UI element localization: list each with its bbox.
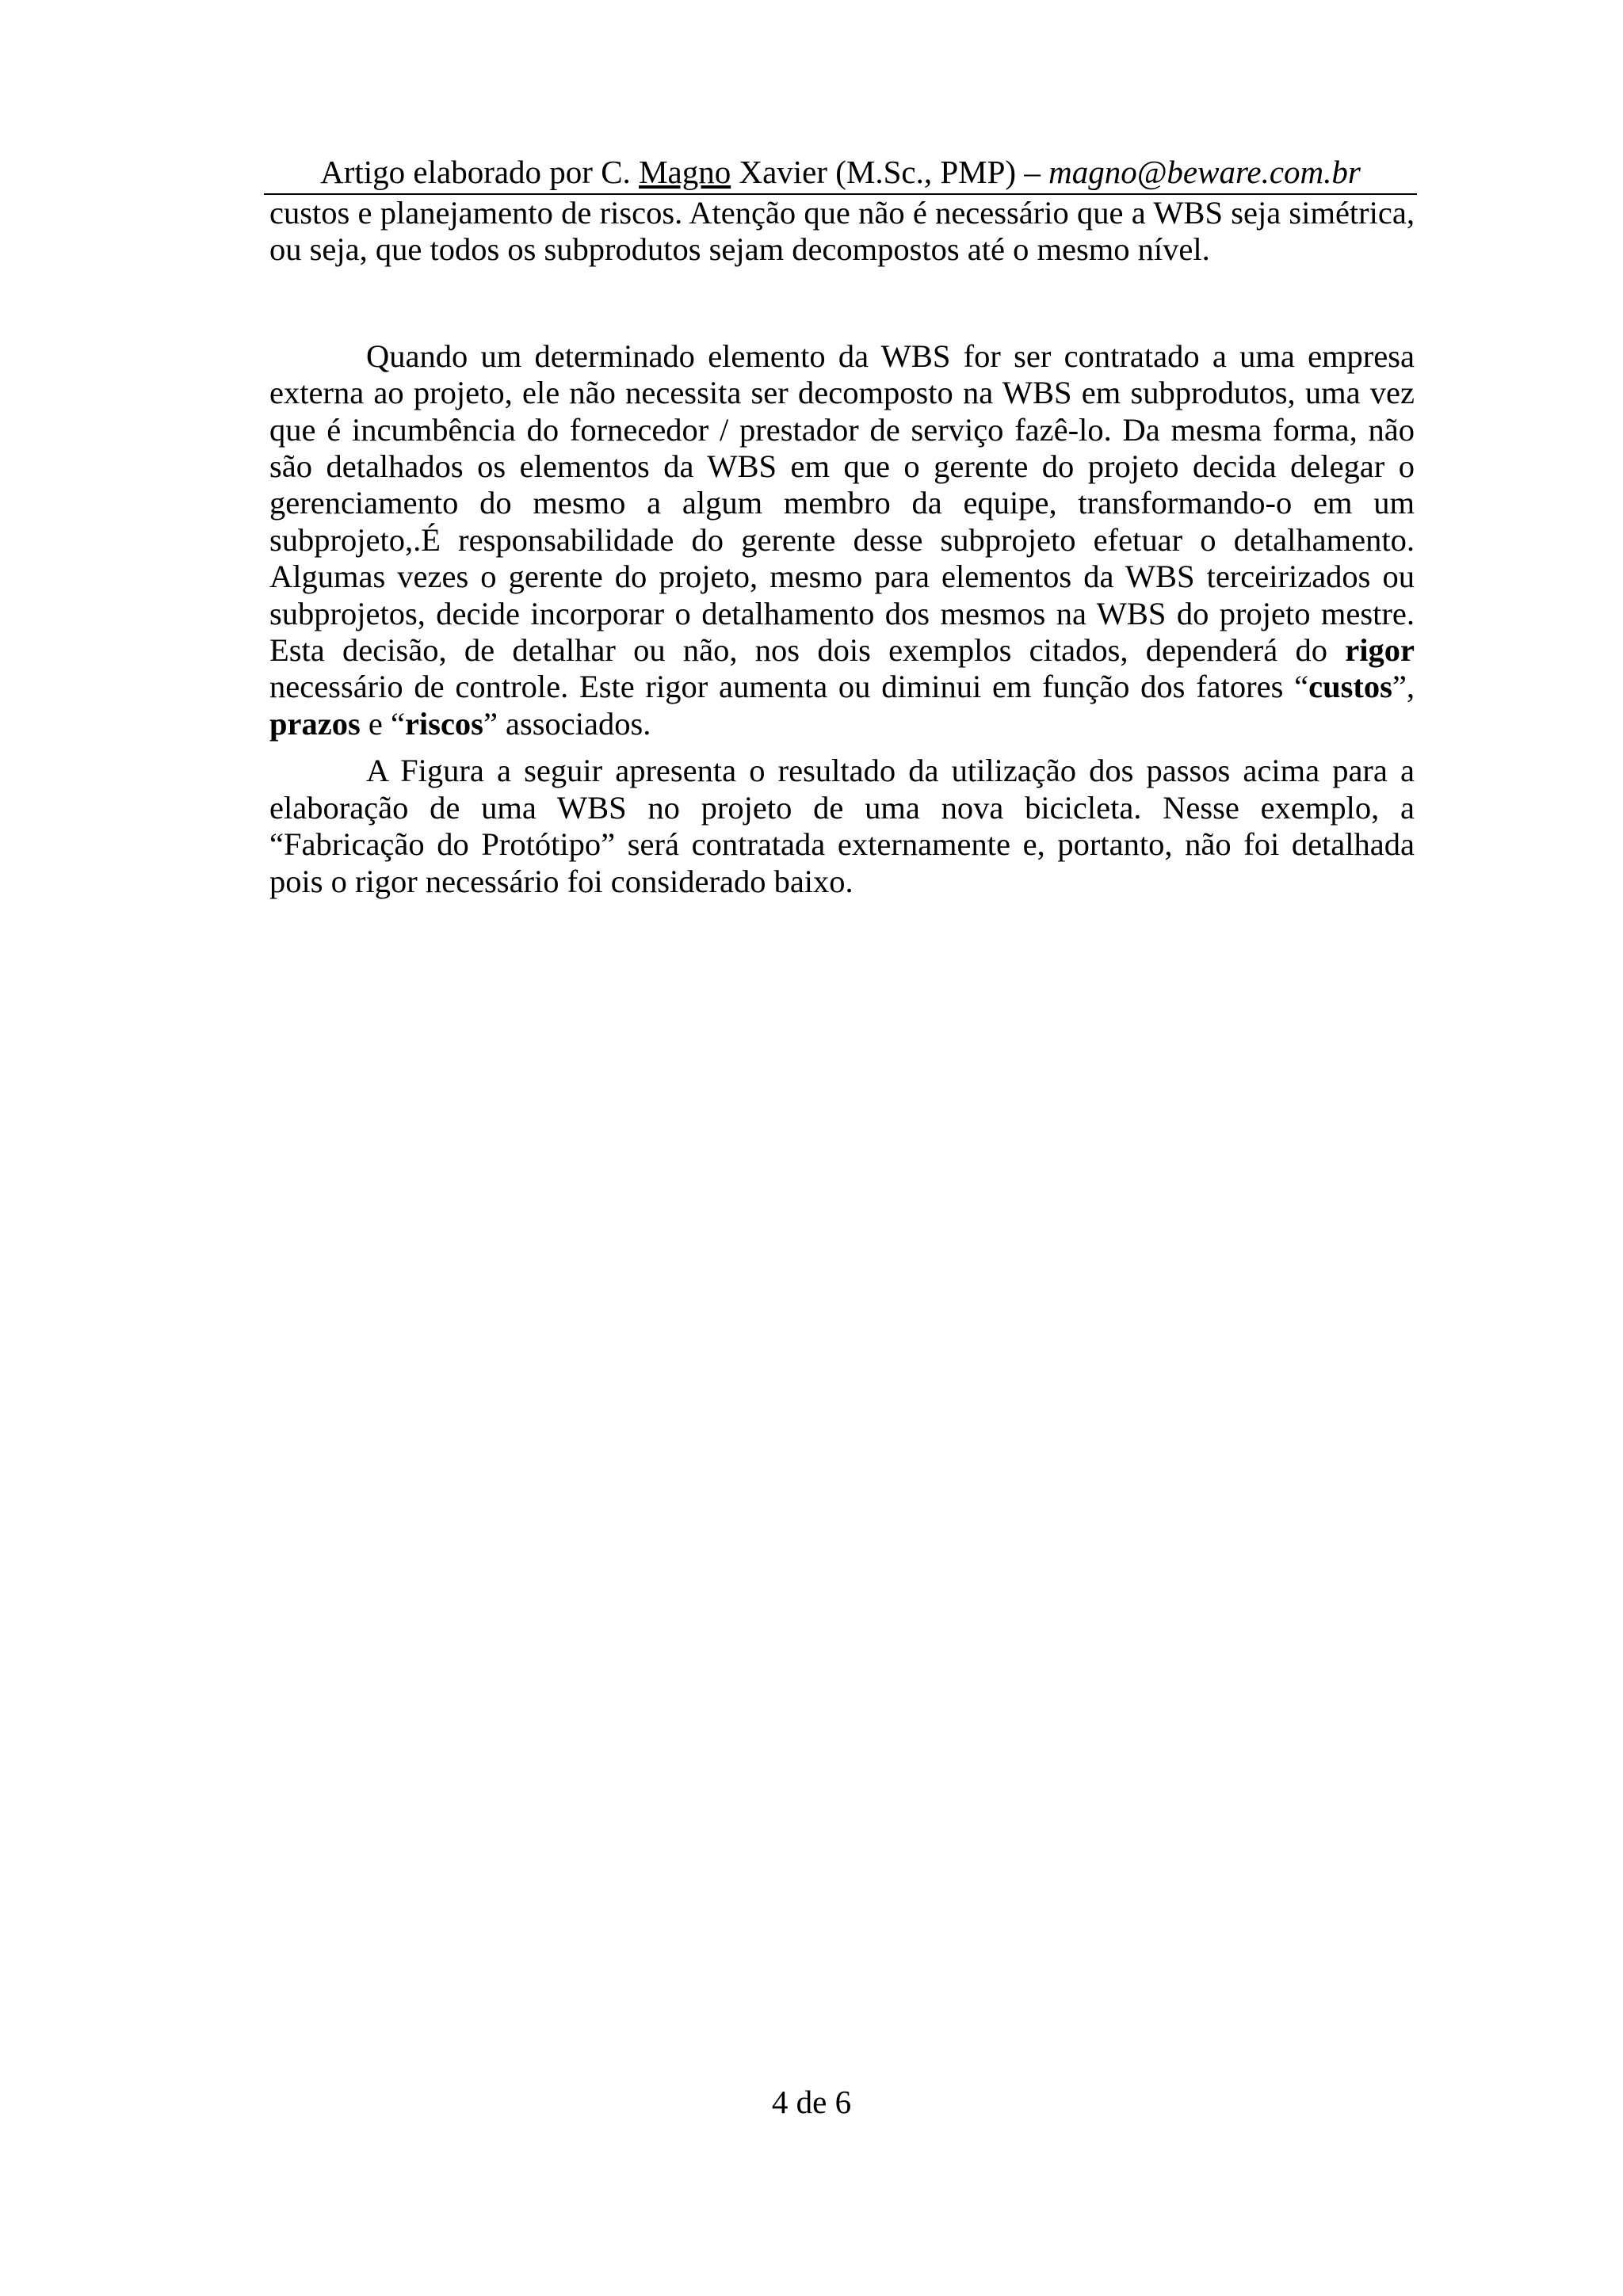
document-body xyxy=(269,195,1415,900)
header-email: magno@beware.com.br xyxy=(1048,154,1361,190)
header-author-underlined: Magno xyxy=(639,154,731,190)
header-author-suffix: Xavier (M.Sc., PMP) – xyxy=(731,154,1049,190)
paragraph-3: A Figura a seguir apresenta o resultado da utilização dos passos acima para a elaboração de uma WBS no projeto de uma nova bicicleta. Nesse exemplo, a “Fabricação do Protótipo” será contratada externamente e, portanto, não foi detalhada pois o rigor necessário foi considerado baixo. xyxy=(269,753,1415,899)
paragraph-2-text-c: ”, xyxy=(1392,669,1415,705)
paragraph-1: custos e planejamento de riscos. Atenção que não é necessário que a WBS seja simétrica, ou seja, que todos os subprodutos sejam decompostos até o mesmo nível. xyxy=(269,195,1415,268)
header-author-prefix: Artigo elaborado por C. xyxy=(320,154,640,190)
paragraph-2-text-b: necessário de controle. Este rigor aumenta ou diminui em função dos fatores “ xyxy=(269,669,1309,705)
paragraph-2-text-d: e “ xyxy=(360,705,405,742)
bold-riscos: riscos xyxy=(404,705,483,742)
bold-prazos: prazos xyxy=(269,705,361,742)
page-number: 4 de 6 xyxy=(771,2084,852,2120)
bold-custos: custos xyxy=(1308,669,1392,705)
paragraph-2 xyxy=(269,338,1415,742)
page-header xyxy=(264,152,1417,192)
paragraph-2-text-e: ” associados. xyxy=(483,705,651,742)
paragraph-2-text-a: Quando um determinado elemento da WBS for ser contratado a uma empresa externa ao projeto, ele não necessita ser decomposto na WBS em subprodutos, uma vez que é incumbência do fornecedor / prestador de serviço fazê-lo. Da mesma forma, não são detalhados os elementos da WBS em que o gerente do projeto decida delegar o gerenciamento do mesmo a algum membro da equipe, transformando-o em um subprojeto,.É responsabilidade do gerente desse subprojeto efetuar o detalhamento. Algumas vezes o gerente do projeto, mesmo para elementos da WBS terceirizados ou subprojetos, decide incorporar o detalhamento dos mesmos na WBS do projeto mestre. Esta decisão, de detalhar ou não, nos dois exemplos citados, dependerá do xyxy=(269,338,1415,669)
bold-rigor: rigor xyxy=(1345,632,1415,669)
